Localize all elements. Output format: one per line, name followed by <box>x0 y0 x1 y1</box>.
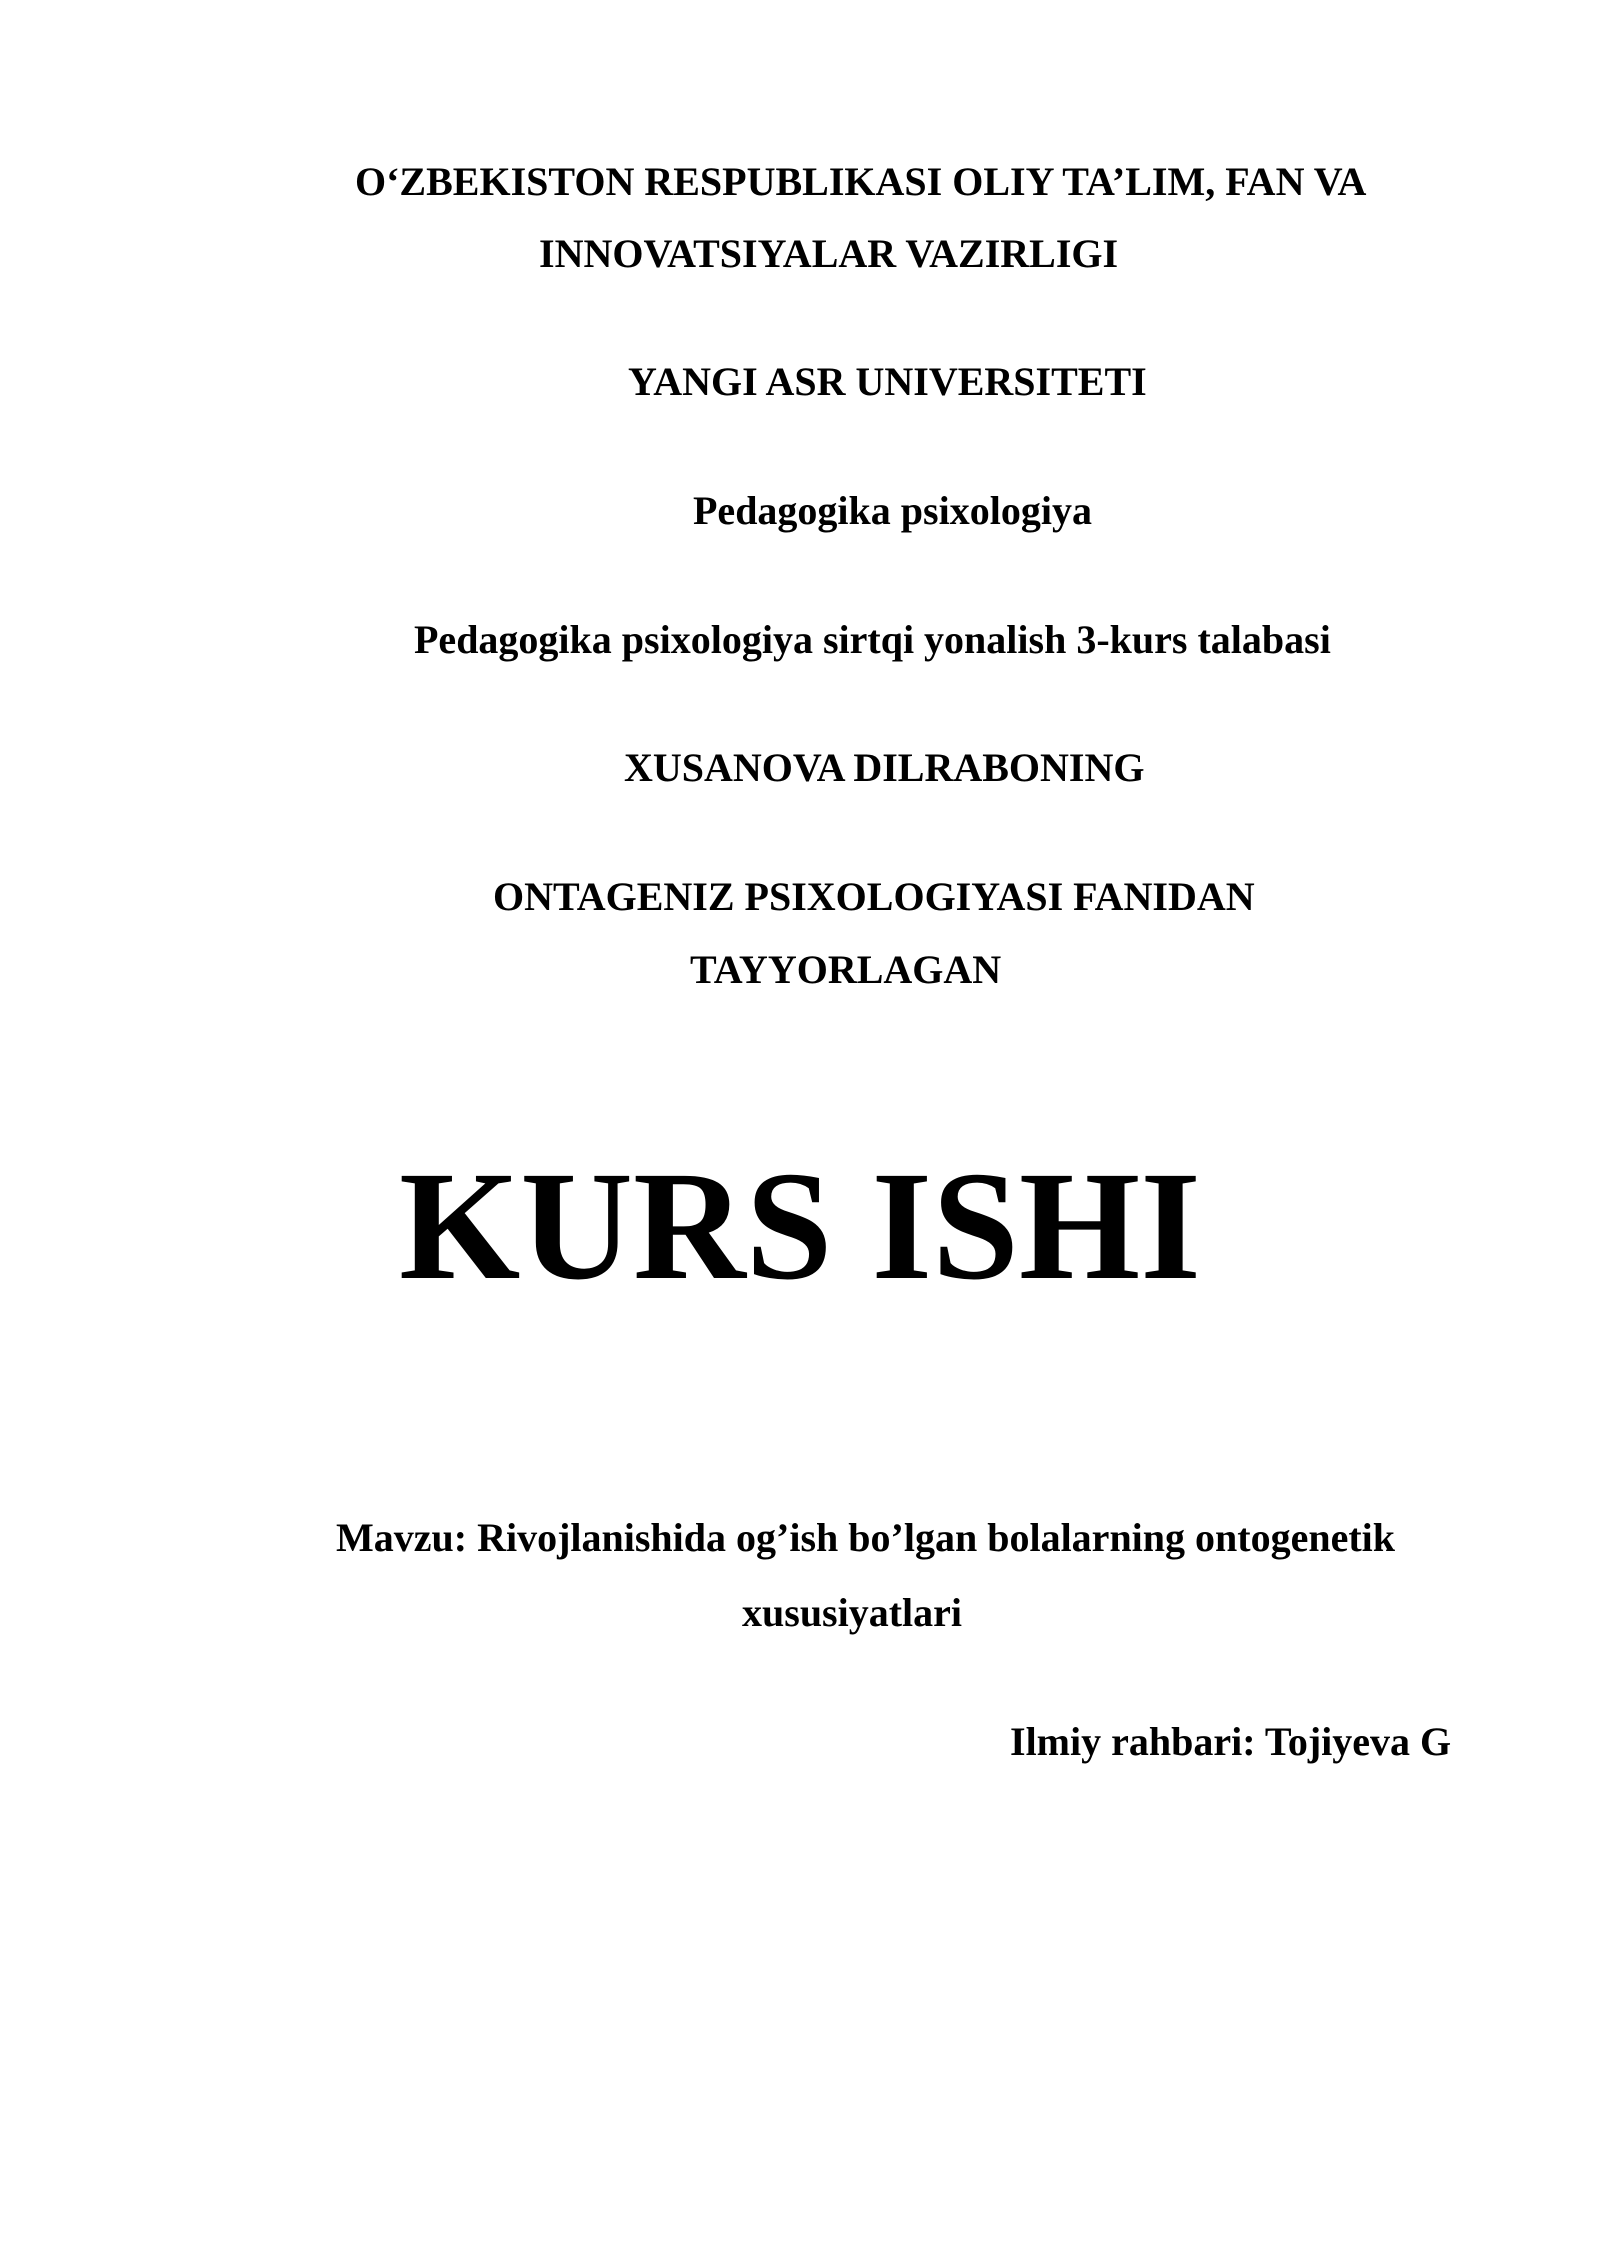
ministry-line-1: O‘ZBEKISTON RESPUBLIKASI OLIY TA’LIM, FAN VA <box>355 159 1367 204</box>
student-description: Pedagogika psixologiya sirtqi yonalish 3-kurs talabasi <box>414 617 1331 662</box>
supervisor: Ilmiy rahbari: Tojiyeva G <box>1010 1719 1452 1764</box>
work-type-title: KURS ISHI <box>399 1139 1201 1312</box>
topic-line-1: Mavzu: Rivojlanishida og’ish bo’lgan bolalarning ontogenetik <box>336 1515 1396 1560</box>
topic-line-2: xususiyatlari <box>742 1590 963 1635</box>
university-name: YANGI ASR UNIVERSITETI <box>628 359 1147 404</box>
subject-line-2: TAYYORLAGAN <box>690 947 1002 992</box>
student-name: XUSANOVA DILRABONING <box>624 745 1145 790</box>
subject-line-1: ONTAGENIZ PSIXOLOGIYASI FANIDAN <box>493 874 1255 919</box>
ministry-line-2: INNOVATSIYALAR VAZIRLIGI <box>539 231 1119 276</box>
faculty-name: Pedagogika psixologiya <box>693 488 1092 533</box>
